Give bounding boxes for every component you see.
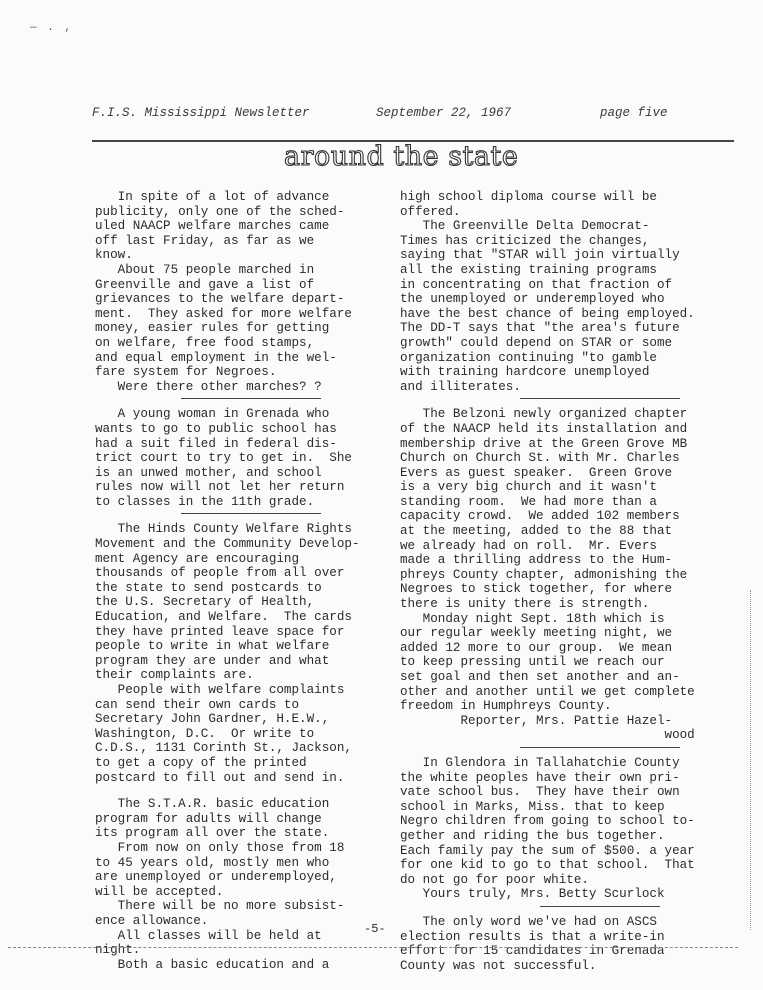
corner-mark: — . , (30, 22, 74, 34)
article-star-program: The S.T.A.R. basic education program for adults will change its program all over the state. From now on only those from 18 to 45 years old, mostly men who are unemployed or underemployed, will be accepted. There will be no more subsist- ence allowance. All classes will be held at night. Both a basic education and a (95, 797, 345, 972)
article-star-continued: high school diploma course will be offered. The Greenville Delta Democrat- Times has criticized the changes, saying that "STAR will join virtually all the existing training programs in concentrating on that fraction of the unemployed or underemployed who have the best chance of being employed. The DD-T says that "the area's future growth" could depend on STAR or some organization continuing "to gamble with training hardcore unemployed and illiterates. (400, 190, 695, 394)
header-page: page five (600, 106, 668, 120)
separator (181, 398, 321, 399)
header-date: September 22, 1967 (376, 106, 512, 120)
page-edge-mark (748, 590, 751, 930)
article-glendora-bus: In Glendora in Tallahatchie County the white peoples have their own pri- vate school bus. They have their own school in Marks, Miss. that to keep Negro children from going to school to- gether and riding the bus together. Each family pay the sum of $500. a year for one kid to go to that school. That do not go for poor white. Yours truly, Mrs. Betty Scurlock (400, 755, 695, 902)
left-column (95, 190, 395, 972)
header-title: F.I.S. Mississippi Newsletter (92, 106, 310, 120)
separator (181, 513, 321, 514)
section-banner: around the state (284, 141, 519, 172)
article-grenada-student: A young woman in Grenada who wants to go to public school has had a suit filed in federal dis- trict court to try to get in. She is an unwed mother, and school rules now will not let her return to classes in the 11th grade. (95, 407, 352, 509)
separator (520, 398, 680, 399)
article-belzoni-naacp: The Belzoni newly organized chapter of the NAACP held its installation and membership drive at the Green Grove MB Church on Church St. with Mr. Charles Evers as guest speaker. Green Grove is a very big church and it wasn't standing room. We had more than a capacity crowd. We added 102 members at the meeting, added to the 88 that we already had on roll. Mr. Evers made a thrilling address to the Hum- phreys County chapter, admonishing the Negroes to stick together, for where there is unity there is strength. Monday night Sept. 18th which is our regular weekly meeting night, we added 12 more to our group. We mean to keep pressing until we reach our set goal and then set another and an- other and another until we get complete freedom in Humphreys County. Reporter, Mrs. Pattie Hazel- wood (400, 407, 695, 743)
separator (540, 906, 660, 907)
article-ascs-election: The only word we've had on ASCS election results is that a write-in effort for 15 candidates in Grenada County was not successful. (400, 914, 665, 973)
article-marches: In spite of a lot of advance publicity, only one of the sched- uled NAACP welfare marches came off last Friday, as far as we know. About 75 people marched in Greenville and gave a list of grievances to the welfare depart- ment. They asked for more welfare money, easier rules for getting on welfare, free food stamps, and equal employment in the wel- fare system for Negroes. Were there other marches? ? (95, 190, 352, 394)
bottom-rule (8, 947, 738, 948)
article-hinds-welfare: The Hinds County Welfare Rights Movement and the Community Develop- ment Agency are encouraging thousands of people from all over the state to send postcards to the U.S. Secretary of Health, Education, and Welfare. The cards they have printed leave space for people to write in what welfare program they are under and what their complaints are. People with welfare complaints can send their own cards to Secretary John Gardner, H.E.W., Washington, D.C. Or write to C.D.S., 1131 Corinth St., Jackson, to get a copy of the printed postcard to fill out and send in. (95, 522, 360, 785)
right-column (400, 190, 740, 973)
separator (520, 747, 680, 748)
page-number: -5- (364, 922, 386, 936)
